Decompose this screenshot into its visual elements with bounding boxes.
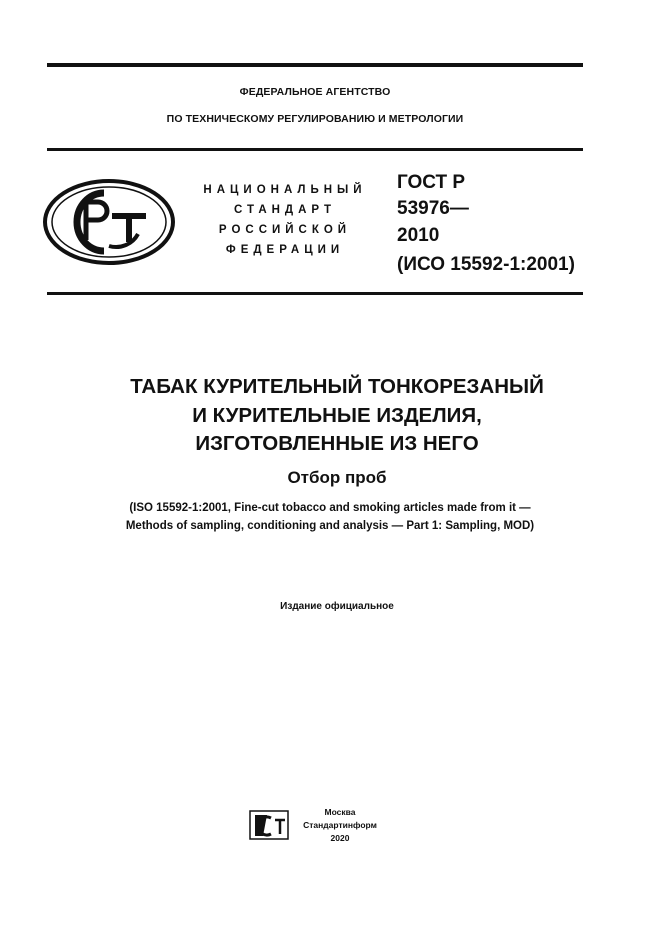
subtitle: Отбор проб: [287, 468, 387, 487]
standartinform-logo-icon: [249, 810, 289, 840]
title-line-2: И КУРИТЕЛЬНЫЕ ИЗДЕЛИЯ,: [192, 404, 482, 427]
iso-reference-line-2: Methods of sampling, conditioning and analysis — Part 1: Sampling, MOD): [125, 520, 535, 532]
designation-line-2: 53976—: [397, 198, 469, 219]
designation-line-3: 2010: [397, 225, 440, 246]
standard-type-line-1: НАЦИОНАЛЬНЫЙ: [203, 184, 367, 196]
edition-note: Издание официальное: [280, 601, 394, 612]
middle-rule: [47, 148, 583, 151]
top-rule: [47, 63, 583, 67]
agency-line-1: ФЕДЕРАЛЬНОЕ АГЕНТСТВО: [239, 86, 391, 98]
publisher-city: Москва: [324, 807, 356, 817]
standard-type-line-2: СТАНДАРТ: [234, 204, 336, 216]
agency-line-2: ПО ТЕХНИЧЕСКОМУ РЕГУЛИРОВАНИЮ И МЕТРОЛОГИИ: [166, 113, 464, 125]
standard-type-line-3: РОССИЙСКОЙ: [218, 224, 352, 236]
title-line-3: ИЗГОТОВЛЕННЫЕ ИЗ НЕГО: [195, 432, 479, 455]
publisher-year: 2020: [330, 833, 350, 843]
standard-type-line-4: ФЕДЕРАЦИИ: [225, 244, 345, 256]
designation-line-4: (ИСО 15592-1:2001): [397, 254, 575, 275]
rst-logo-icon: [42, 178, 176, 266]
designation-line-1: ГОСТ Р: [397, 172, 466, 193]
title-line-1: ТАБАК КУРИТЕЛЬНЫЙ ТОНКОРЕЗАНЫЙ: [130, 375, 544, 398]
publisher-name: Стандартинформ: [303, 820, 377, 830]
bottom-rule: [47, 292, 583, 295]
iso-reference-line-1: (ISO 15592-1:2001, Fine-cut tobacco and smoking articles made from it —: [129, 502, 531, 514]
